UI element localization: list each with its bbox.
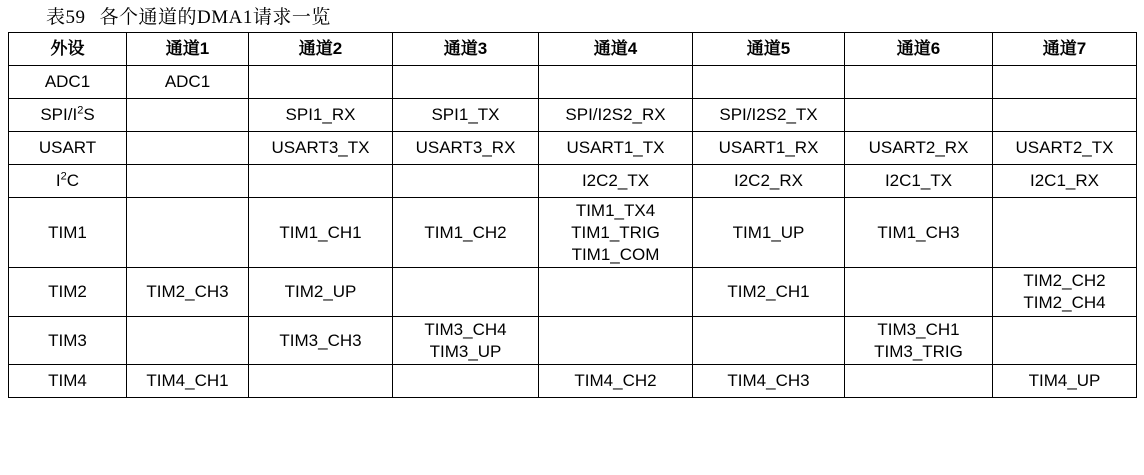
- cell-peripheral: USART: [9, 132, 127, 165]
- cell-channel1: TIM2_CH3: [127, 268, 249, 317]
- column-header-peripheral: 外设: [9, 33, 127, 66]
- cell-channel1: [127, 165, 249, 198]
- table-caption-number: 表59: [46, 7, 86, 28]
- cell-channel7: [993, 198, 1137, 268]
- cell-channel5: TIM1_UP: [693, 198, 845, 268]
- column-header-channel4: 通道4: [539, 33, 693, 66]
- cell-channel6: TIM1_CH3: [845, 198, 993, 268]
- column-header-channel5: 通道5: [693, 33, 845, 66]
- table-header-row: [9, 33, 1137, 66]
- table-row: [9, 365, 1137, 398]
- cell-channel4: [539, 268, 693, 317]
- table-row: [9, 268, 1137, 317]
- cell-channel5: TIM4_CH3: [693, 365, 845, 398]
- cell-peripheral: SPI/$I^2S$: [9, 99, 127, 132]
- cell-channel1: [127, 316, 249, 365]
- cell-channel4: [539, 316, 693, 365]
- cell-channel6: I2C1_TX: [845, 165, 993, 198]
- cell-peripheral: $I^2C$: [9, 165, 127, 198]
- table-caption: [46, 2, 331, 29]
- cell-channel4: TIM1_TX4 TIM1_TRIG TIM1_COM: [539, 198, 693, 268]
- cell-peripheral: TIM1: [9, 198, 127, 268]
- cell-channel3: [393, 165, 539, 198]
- cell-channel6: TIM3_CH1 TIM3_TRIG: [845, 316, 993, 365]
- cell-channel7: [993, 99, 1137, 132]
- cell-channel3: [393, 268, 539, 317]
- cell-channel2: [249, 365, 393, 398]
- cell-channel5: TIM2_CH1: [693, 268, 845, 317]
- cell-channel5: [693, 66, 845, 99]
- cell-channel1: [127, 198, 249, 268]
- cell-channel7: USART2_TX: [993, 132, 1137, 165]
- cell-peripheral: ADC1: [9, 66, 127, 99]
- cell-channel3: TIM3_CH4 TIM3_UP: [393, 316, 539, 365]
- cell-channel4: [539, 66, 693, 99]
- cell-channel3: [393, 365, 539, 398]
- table-row: [9, 132, 1137, 165]
- cell-channel7: [993, 66, 1137, 99]
- cell-peripheral: TIM3: [9, 316, 127, 365]
- cell-channel2: TIM2_UP: [249, 268, 393, 317]
- cell-channel2: SPI1_RX: [249, 99, 393, 132]
- cell-channel6: [845, 99, 993, 132]
- cell-channel5: I2C2_RX: [693, 165, 845, 198]
- cell-channel6: [845, 365, 993, 398]
- column-header-channel1: 通道1: [127, 33, 249, 66]
- cell-channel3: [393, 66, 539, 99]
- dma1-request-table: [8, 32, 1137, 398]
- cell-channel3: SPI1_TX: [393, 99, 539, 132]
- cell-channel4: TIM4_CH2: [539, 365, 693, 398]
- cell-channel7: I2C1_RX: [993, 165, 1137, 198]
- cell-channel3: USART3_RX: [393, 132, 539, 165]
- cell-channel1: [127, 99, 249, 132]
- cell-channel7: [993, 316, 1137, 365]
- cell-channel3: TIM1_CH2: [393, 198, 539, 268]
- table-row: [9, 316, 1137, 365]
- table-row: [9, 66, 1137, 99]
- cell-channel1: TIM4_CH1: [127, 365, 249, 398]
- cell-channel1: [127, 132, 249, 165]
- cell-channel2: TIM3_CH3: [249, 316, 393, 365]
- cell-peripheral: TIM4: [9, 365, 127, 398]
- column-header-channel7: 通道7: [993, 33, 1137, 66]
- cell-channel2: [249, 165, 393, 198]
- table-row: [9, 165, 1137, 198]
- column-header-channel2: 通道2: [249, 33, 393, 66]
- cell-channel6: USART2_RX: [845, 132, 993, 165]
- table-row: [9, 198, 1137, 268]
- cell-channel4: USART1_TX: [539, 132, 693, 165]
- cell-channel2: TIM1_CH1: [249, 198, 393, 268]
- cell-channel1: ADC1: [127, 66, 249, 99]
- column-header-channel6: 通道6: [845, 33, 993, 66]
- cell-channel6: [845, 268, 993, 317]
- cell-channel4: I2C2_TX: [539, 165, 693, 198]
- table-caption-text: 各个通道的DMA1请求一览: [99, 7, 331, 28]
- cell-channel4: SPI/I2S2_RX: [539, 99, 693, 132]
- table-body: [9, 66, 1137, 398]
- cell-peripheral: TIM2: [9, 268, 127, 317]
- cell-channel5: [693, 316, 845, 365]
- cell-channel2: USART3_TX: [249, 132, 393, 165]
- column-header-channel3: 通道3: [393, 33, 539, 66]
- table-row: [9, 99, 1137, 132]
- cell-channel5: USART1_RX: [693, 132, 845, 165]
- cell-channel7: TIM4_UP: [993, 365, 1137, 398]
- cell-channel5: SPI/I2S2_TX: [693, 99, 845, 132]
- cell-channel2: [249, 66, 393, 99]
- cell-channel6: [845, 66, 993, 99]
- cell-channel7: TIM2_CH2 TIM2_CH4: [993, 268, 1137, 317]
